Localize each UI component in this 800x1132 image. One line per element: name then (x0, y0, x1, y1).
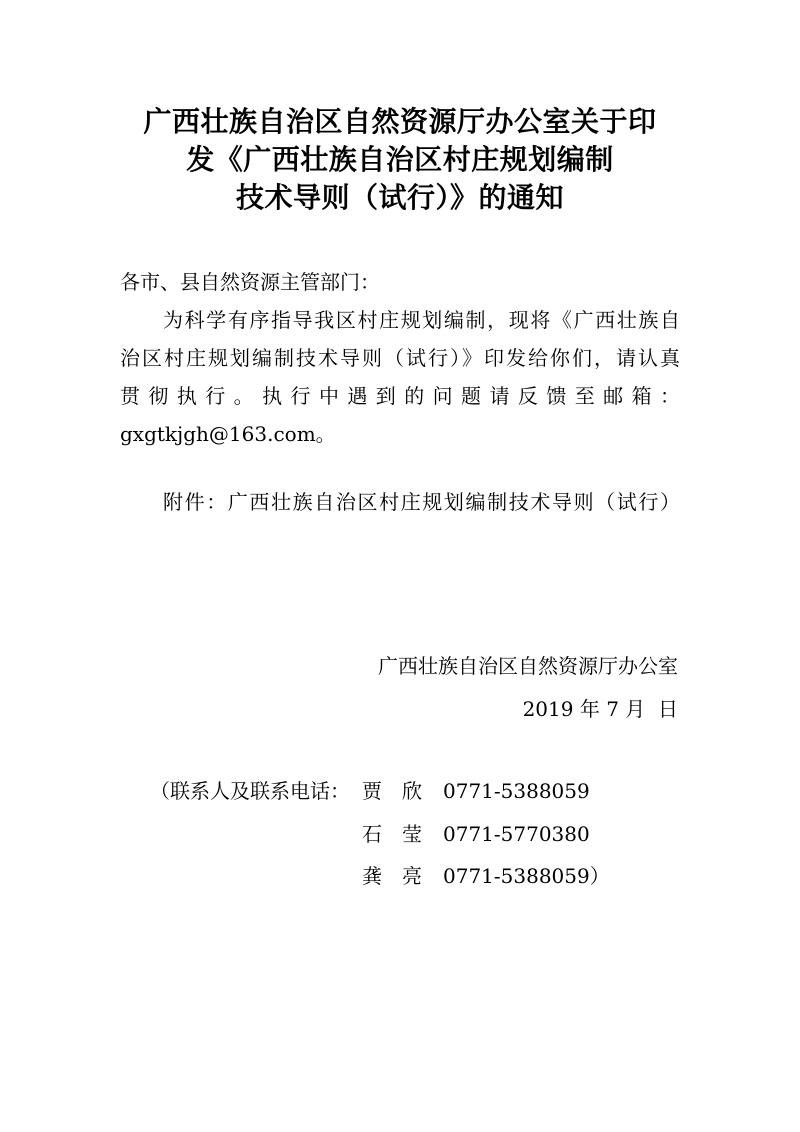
signature-date: 2019 年 7 月 日 (522, 697, 678, 721)
email-line: gxgtkjgh@163.com。 (120, 422, 336, 446)
contact-name: 龚 亮 (362, 864, 422, 888)
title-line-2: 发《广西壮族自治区村庄规划编制 (186, 143, 614, 176)
paragraph-line-3: 贯彻执行。执行中遇到的问题请反馈至邮箱： (120, 384, 680, 408)
contact-name: 石 莹 (362, 822, 422, 846)
contact-phone: 0771-5388059 (443, 779, 590, 803)
paragraph-line-2: 治区村庄规划编制技术导则（试行）》印发给你们，请认真 (120, 346, 680, 370)
paragraph-line-1: 为科学有序指导我区村庄规划编制，现将《广西壮族自 (163, 308, 680, 332)
contact-phone: 0771-5388059） (443, 864, 610, 888)
contacts-label: （联系人及联系电话： (150, 779, 350, 803)
signature-org: 广西壮族自治区自然资源厅办公室 (378, 654, 678, 678)
salutation: 各市、县自然资源主管部门： (120, 270, 380, 294)
contact-name: 贾 欣 (362, 779, 422, 803)
title-line-3: 技术导则（试行）》的通知 (235, 181, 564, 214)
attachment-line: 附件：广西壮族自治区村庄规划编制技术导则（试行） (163, 490, 680, 514)
contact-phone: 0771-5770380 (443, 822, 590, 846)
title-line-1: 广西壮族自治区自然资源厅办公室关于印 (143, 105, 657, 138)
